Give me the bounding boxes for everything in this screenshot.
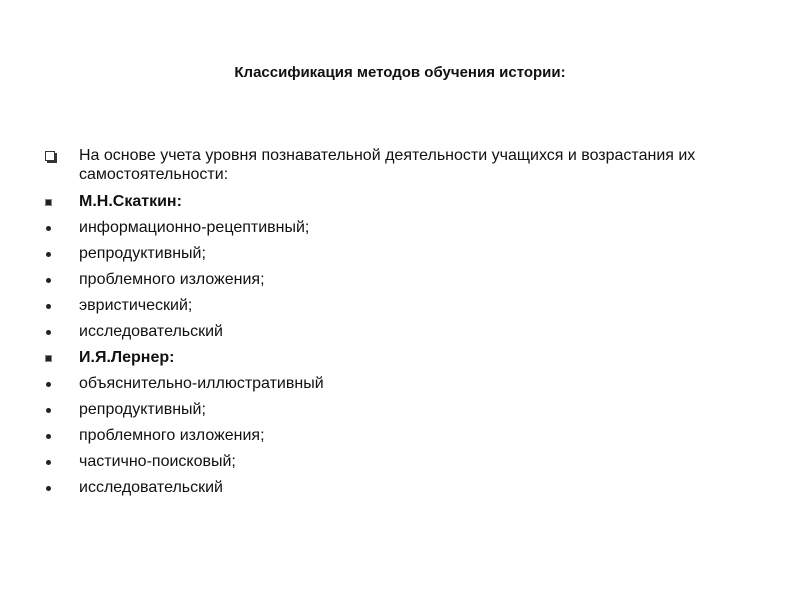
bullet-icon — [46, 252, 51, 257]
intro-text: На основе учета уровня познавательной деятельности учащихся и возрастания их самостоятельности: — [79, 147, 696, 183]
list-item-text: эвристический; — [79, 297, 193, 314]
list-item — [43, 397, 743, 423]
square-bullet-icon — [45, 199, 52, 206]
list-item — [43, 475, 743, 501]
list-item-text: частично-поисковый; — [79, 453, 236, 470]
author-heading — [43, 189, 743, 215]
list-item — [43, 241, 743, 267]
list-item-text: исследовательский — [79, 479, 223, 496]
bullet-icon — [46, 278, 51, 283]
list-item — [43, 449, 743, 475]
author-name: М.Н.Скаткин: — [79, 193, 182, 210]
list-item-text: информационно-рецептивный; — [79, 219, 310, 236]
slide-content — [43, 146, 743, 501]
list-item-text: репродуктивный; — [79, 245, 206, 262]
list-item-text: проблемного изложения; — [79, 427, 265, 444]
bullet-icon — [46, 330, 51, 335]
list-item-text: репродуктивный; — [79, 401, 206, 418]
list-item-text: исследовательский — [79, 323, 223, 340]
slide-title: Классификация методов обучения истории: — [234, 64, 566, 81]
bullet-icon — [46, 460, 51, 465]
list-item — [43, 293, 743, 319]
list-item — [43, 319, 743, 345]
author-name: И.Я.Лернер: — [79, 349, 175, 366]
bullet-icon — [46, 304, 51, 309]
bullet-icon — [46, 408, 51, 413]
list-item — [43, 267, 743, 293]
bullet-icon — [46, 226, 51, 231]
list-item-text: объяснительно-иллюстративный — [79, 375, 324, 392]
list-item-text: проблемного изложения; — [79, 271, 265, 288]
list-item — [43, 215, 743, 241]
author-heading — [43, 345, 743, 371]
bullet-icon — [46, 486, 51, 491]
intro-paragraph — [43, 146, 743, 184]
list-item — [43, 371, 743, 397]
bullet-icon — [46, 434, 51, 439]
list-item — [43, 423, 743, 449]
square-bullet-icon — [45, 355, 52, 362]
checkbox-bullet-icon — [45, 151, 55, 161]
bullet-icon — [46, 382, 51, 387]
